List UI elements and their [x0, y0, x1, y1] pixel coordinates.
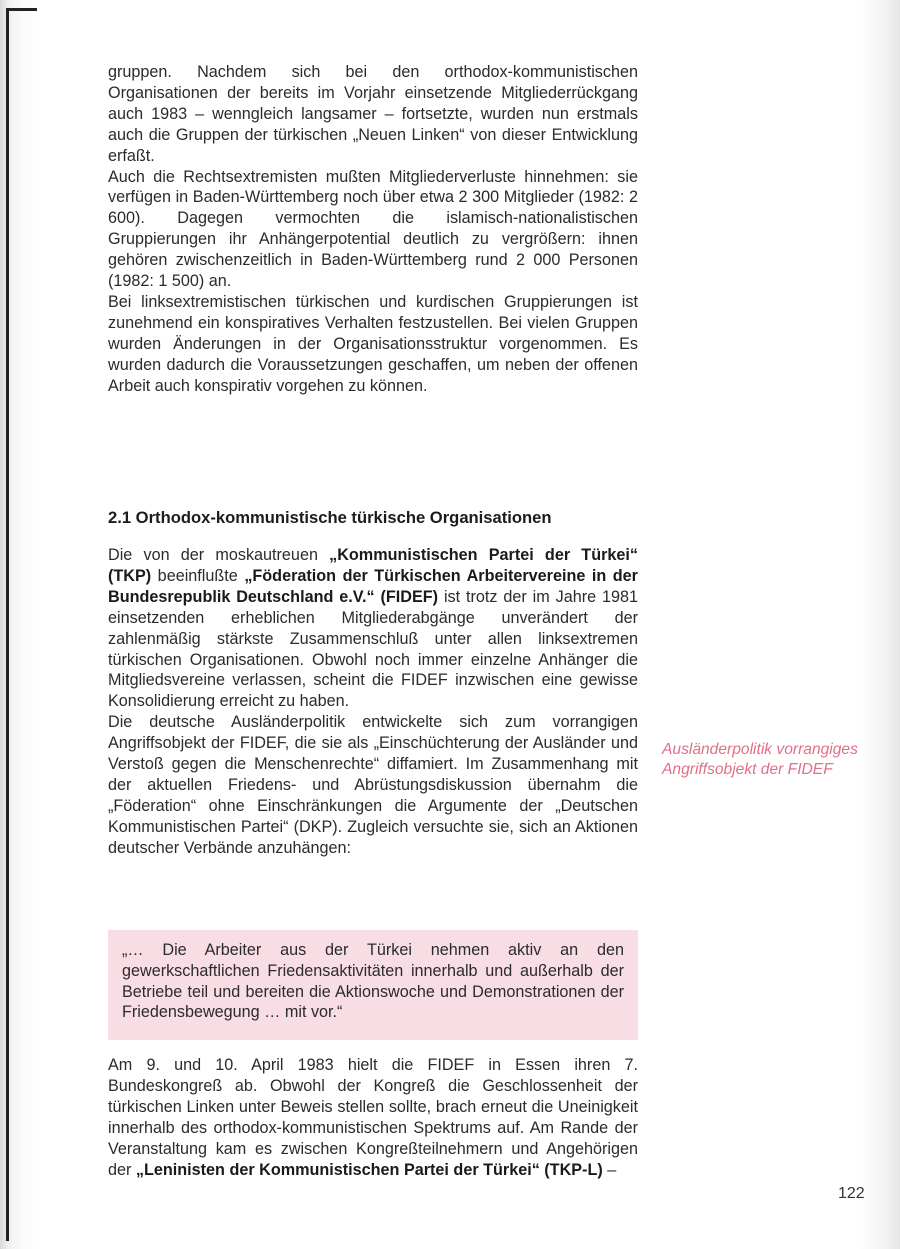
- section-paragraph-1: [108, 545, 638, 712]
- tkp-l-name: „Leninisten der Kommunistischen Partei der Türkei“ (TKP-L): [135, 1160, 603, 1179]
- intro-paragraph-1: gruppen. Nachdem sich bei den orthodox-kommunistischen Organisationen der bereits im Vorjahr einsetzende Mitgliederrückgang auch 1983 – wenngleich langsamer – fortsetzte, wurden nun erstmals auch die Gruppen der türkischen „Neuen Linken“ von dieser Entwicklung erfaßt.: [108, 63, 638, 165]
- p1-text-e: ist trotz der im Jahre 1981 einsetzenden erheblichen Mitgliederabgänge unverändert der zahlenmäßig stärkste Zusammenschluß unter allen linksextremen türkischen Organisationen. Obwohl noch immer einzelne Anhänger die Mitgliedsvereine verlassen, scheint die FIDEF inzwischen eine gewisse Konsolidierung erreicht zu haben.: [108, 587, 638, 711]
- section-text: [108, 545, 638, 859]
- p3-text-c: –: [602, 1160, 617, 1179]
- section-heading: 2.1 Orthodox-kommunistische türkische Organisationen: [108, 508, 552, 527]
- binding-edge: [6, 8, 37, 1241]
- section-paragraph-3: [108, 1055, 638, 1180]
- p3-text-a: Am 9. und 10. April 1983 hielt die FIDEF in Essen ihren 7. Bundeskongreß ab. Obwohl der Kongreß die Geschlossenheit der türkischen Linken unter Beweis stellen sollte, brach erneut die Uneinigkeit innerhalb des orthodox-kommunistischen Spektrums auf. Am Rande der Veranstaltung kam es zwischen Kongreßteilnehmern und Angehörigen der: [108, 1056, 638, 1179]
- p1-text-a: Die von der moskautreuen: [108, 546, 330, 564]
- quote-box: [108, 930, 638, 1040]
- page-number: 122: [838, 1185, 865, 1202]
- margin-note: Ausländerpolitik vorrangiges Angriffsobjekt der FIDEF: [662, 741, 858, 778]
- intro-paragraph-3: Bei linksextremistischen türkischen und kurdischen Gruppierungen ist zunehmend ein konspiratives Verhalten festzustellen. Bei vielen Gruppen wurden Änderungen in der Organisationsstruktur vorgenommen. Es wurden dadurch die Voraussetzungen geschaffen, um neben der offenen Arbeit auch konspirativ vorgehen zu können.: [108, 292, 638, 395]
- intro-text: [108, 62, 638, 397]
- quote-text: „… Die Arbeiter aus der Türkei nehmen aktiv an den gewerkschaftlichen Friedensaktivitäten innerhalb und außerhalb der Betriebe teil und bereiten die Aktionswoche und Demonstrationen der Friedensbewegung … mit vor.“: [122, 941, 624, 1022]
- fidef-name: „Föderation der Türkischen Arbeitervereine in der Bundesrepublik Deutschland e.V.“ (FIDEF): [108, 566, 638, 606]
- intro-paragraph-2: Auch die Rechtsextremisten mußten Mitgliederverluste hinnehmen: sie verfügen in Baden-Württemberg noch über etwa 2 300 Mitglieder (1982: 2 600). Dagegen vermochten die islamisch-nationalistischen Gruppierungen ihr Anhängerpotential deutlich zu vergrößern: ihnen gehören zwischenzeitlich in Baden-Württemberg rund 2 000 Personen (1982: 1 500) an.: [108, 167, 638, 291]
- section-continuation: [108, 1055, 638, 1180]
- tkp-name: „Kommunistischen Partei der Türkei“ (TKP): [108, 546, 638, 585]
- section-paragraph-2: Die deutsche Ausländerpolitik entwickelte sich zum vorrangigen Angriffsobjekt der FIDEF, die sie als „Einschüchterung der Ausländer und Verstoß gegen die Menschenrechte“ diffamiert. Im Zusammenhang mit der aktuellen Friedens- und Abrüstungsdiskussion übernahm die „Föderation“ ohne Einschränkungen die Argumente der „Deutschen Kommunistischen Partei“ (DKP). Zugleich versuchte sie, sich an Aktionen deutscher Verbände anzuhängen:: [108, 713, 638, 857]
- p1-text-c: beeinflußte: [151, 566, 245, 585]
